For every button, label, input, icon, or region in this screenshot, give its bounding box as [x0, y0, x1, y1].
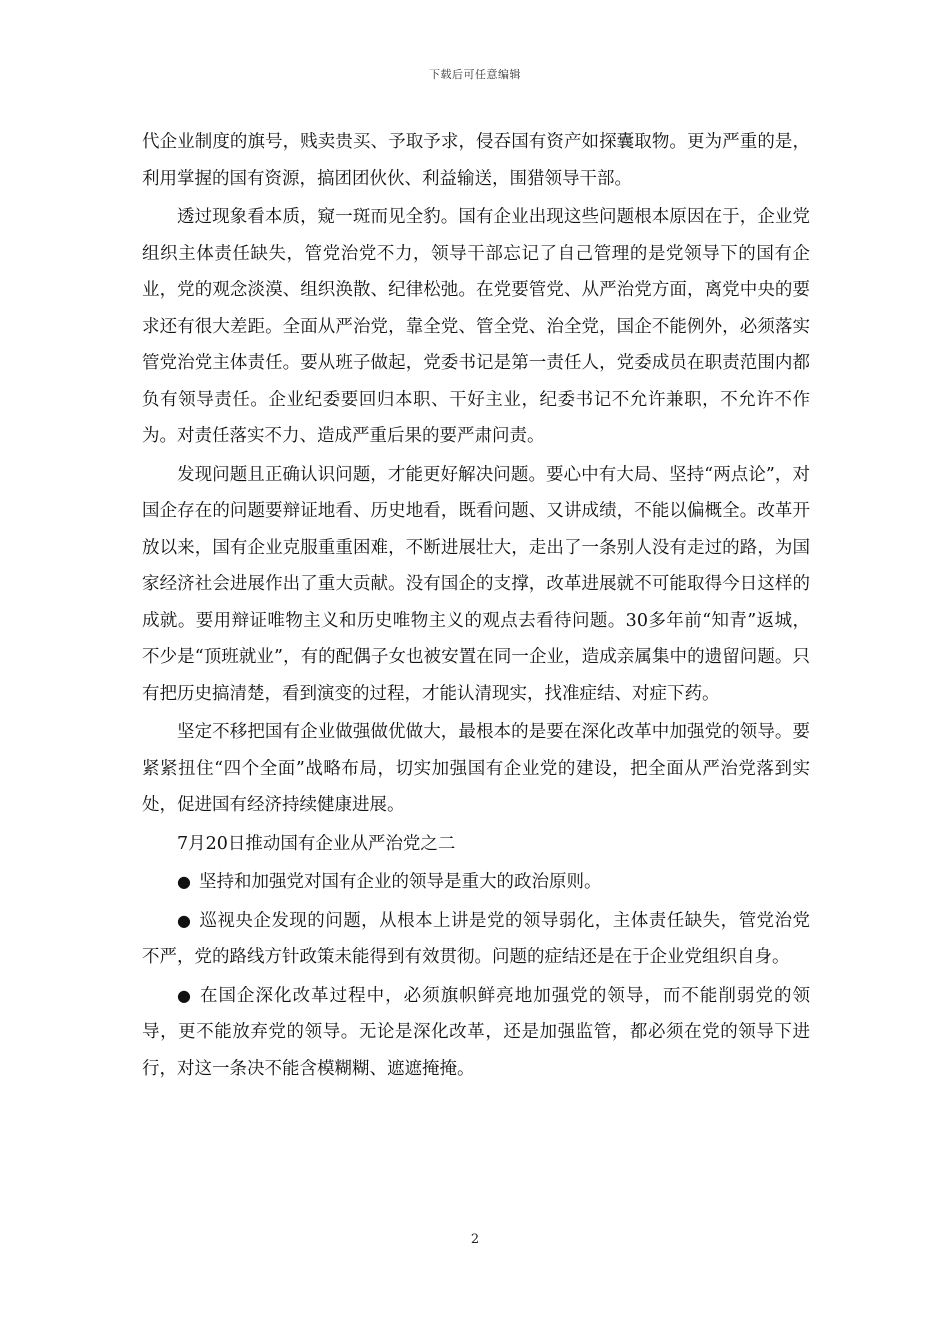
paragraph-continued: 代企业制度的旗号，贱卖贵买、予取予求，侵吞国有资产如探囊取物。更为严重的是，利用掌握的国有资源，搞团团伙伙、利益输送，围猎领导干部。 [142, 132, 810, 189]
paragraph-reform: 坚定不移把国有企业做强做优做大，最根本的是要在深化改革中加强党的领导。要紧紧扭住“四个全面”战略布局，切实加强国有企业党的建设，把全面从严治党落到实处，促进国有经济持续健康进展。 [142, 722, 810, 815]
page-header: 下载后可任意编辑 [429, 68, 521, 81]
bullet-text: 在国企深化改革过程中，必须旗帜鲜亮地加强党的领导，而不能削弱党的领导，更不能放弃党的领导。无论是深化改革，还是加强监管，都必须在党的领导下进行，对这一条决不能含模糊糊、遮遮掩掩。 [142, 985, 810, 1079]
bullet-icon: ● [177, 985, 191, 1005]
bullet-text: 巡视央企发现的问题，从根本上讲是党的领导弱化，主体责任缺失，管党治党不严，党的路线方针政策未能得到有效贯彻。问题的症结还是在于企业党组织自身。 [142, 910, 810, 967]
document-body [142, 124, 810, 1087]
bullet-text: 坚持和加强党对国有企业的领导是重大的政治原则。 [198, 872, 602, 892]
paragraph-understanding: 发现问题且正确认识问题，才能更好解决问题。要心中有大局、坚持“两点论”，对国企存在的问题要辩证地看、历史地看，既看问题、又讲成绩，不能以偏概全。改革开放以来，国有企业克服重重困难，不断进展壮大，走出了一条别人没有走过的路，为国家经济社会进展作出了重大贡献。没有国企的支撑，改革进展就不可能取得今日这样的成就。要用辩证唯物主义和历史唯物主义的观点去看待问题。30多年前“知青”返城，不少是“顶班就业”，有的配偶子女也被安置在同一企业，造成亲属集中的遗留问题。只有把历史搞清楚，看到演变的过程，才能认清现实，找准症结、对症下药。 [142, 464, 810, 704]
paragraph-root-cause: 透过现象看本质，窥一斑而见全豹。国有企业出现这些问题根本原因在于，企业党组织主体责任缺失，管党治党不力，领导干部忘记了自己管理的是党领导下的国有企业，党的观念淡漠、组织涣散、纪律松弛。在党要管党、从严治党方面，离党中央的要求还有很大差距。全面从严治党，靠全党、管全党、治全党，国企不能例外，必须落实管党治党主体责任。要从班子做起，党委书记是第一责任人，党委成员在职责范围内都负有领导责任。企业纪委要回归本职、干好主业，纪委书记不允许兼职，不允许不作为。对责任落实不力、造成严重后果的要严肃问责。 [142, 207, 810, 446]
bullet-item [142, 903, 810, 976]
bullet-icon: ● [177, 872, 191, 891]
bullet-icon: ● [177, 910, 191, 930]
page-number: 2 [470, 1232, 480, 1247]
section-heading: 7月20日推动国有企业从严治党之二 [177, 833, 456, 854]
bullet-item [142, 864, 810, 901]
bullet-item [142, 978, 810, 1088]
